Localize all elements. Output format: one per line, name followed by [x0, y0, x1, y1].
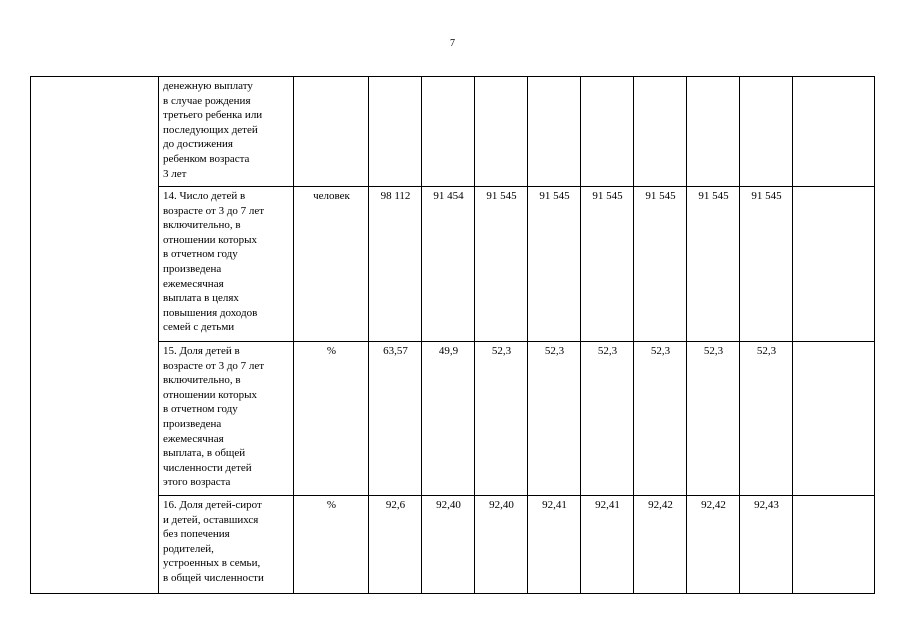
- value-cell: [740, 77, 793, 187]
- notes-cell: [793, 77, 875, 187]
- indicator-name: 16. Доля детей-сирот и детей, оставшихся без попечения родителей, устроенных в семьи, в общей численности: [159, 496, 294, 594]
- value-cell: 92,40: [422, 496, 475, 594]
- value-cell: 49,9: [422, 342, 475, 496]
- unit-cell: [294, 77, 369, 187]
- value-cell: 63,57: [369, 342, 422, 496]
- page-number: 7: [450, 38, 455, 49]
- value-cell: [475, 77, 528, 187]
- value-cell: 91 545: [528, 187, 581, 342]
- unit-cell: %: [294, 496, 369, 594]
- value-cell: 52,3: [581, 342, 634, 496]
- value-cell: 92,42: [687, 496, 740, 594]
- value-cell: 91 545: [687, 187, 740, 342]
- value-cell: 92,40: [475, 496, 528, 594]
- value-cell: 92,42: [634, 496, 687, 594]
- table-row: [31, 77, 875, 187]
- value-cell: [581, 77, 634, 187]
- unit-cell: %: [294, 342, 369, 496]
- value-cell: 98 112: [369, 187, 422, 342]
- indicator-name: 14. Число детей в возрасте от 3 до 7 лет включительно, в отношении которых в отчетном году произведена ежемесячная выплата в целях повышения доходов семей с детьми: [159, 187, 294, 342]
- value-cell: 91 545: [475, 187, 528, 342]
- value-cell: 52,3: [528, 342, 581, 496]
- value-cell: [528, 77, 581, 187]
- value-cell: 52,3: [687, 342, 740, 496]
- value-cell: 92,41: [528, 496, 581, 594]
- value-cell: 92,6: [369, 496, 422, 594]
- value-cell: [422, 77, 475, 187]
- notes-cell: [793, 496, 875, 594]
- value-cell: 91 454: [422, 187, 475, 342]
- value-cell: 91 545: [634, 187, 687, 342]
- value-cell: 52,3: [740, 342, 793, 496]
- section-cell: [31, 77, 159, 594]
- notes-cell: [793, 342, 875, 496]
- value-cell: 52,3: [475, 342, 528, 496]
- indicator-name: 15. Доля детей в возрасте от 3 до 7 лет включительно, в отношении которых в отчетном году произведена ежемесячная выплата, в общей численности детей этого возраста: [159, 342, 294, 496]
- indicator-name: денежную выплату в случае рождения третьего ребенка или последующих детей до достижения ребенком возраста 3 лет: [159, 77, 294, 187]
- value-cell: 92,41: [581, 496, 634, 594]
- value-cell: [687, 77, 740, 187]
- value-cell: 52,3: [634, 342, 687, 496]
- notes-cell: [793, 187, 875, 342]
- indicators-table: [30, 76, 875, 594]
- unit-cell: человек: [294, 187, 369, 342]
- value-cell: [369, 77, 422, 187]
- value-cell: [634, 77, 687, 187]
- value-cell: 92,43: [740, 496, 793, 594]
- value-cell: 91 545: [581, 187, 634, 342]
- value-cell: 91 545: [740, 187, 793, 342]
